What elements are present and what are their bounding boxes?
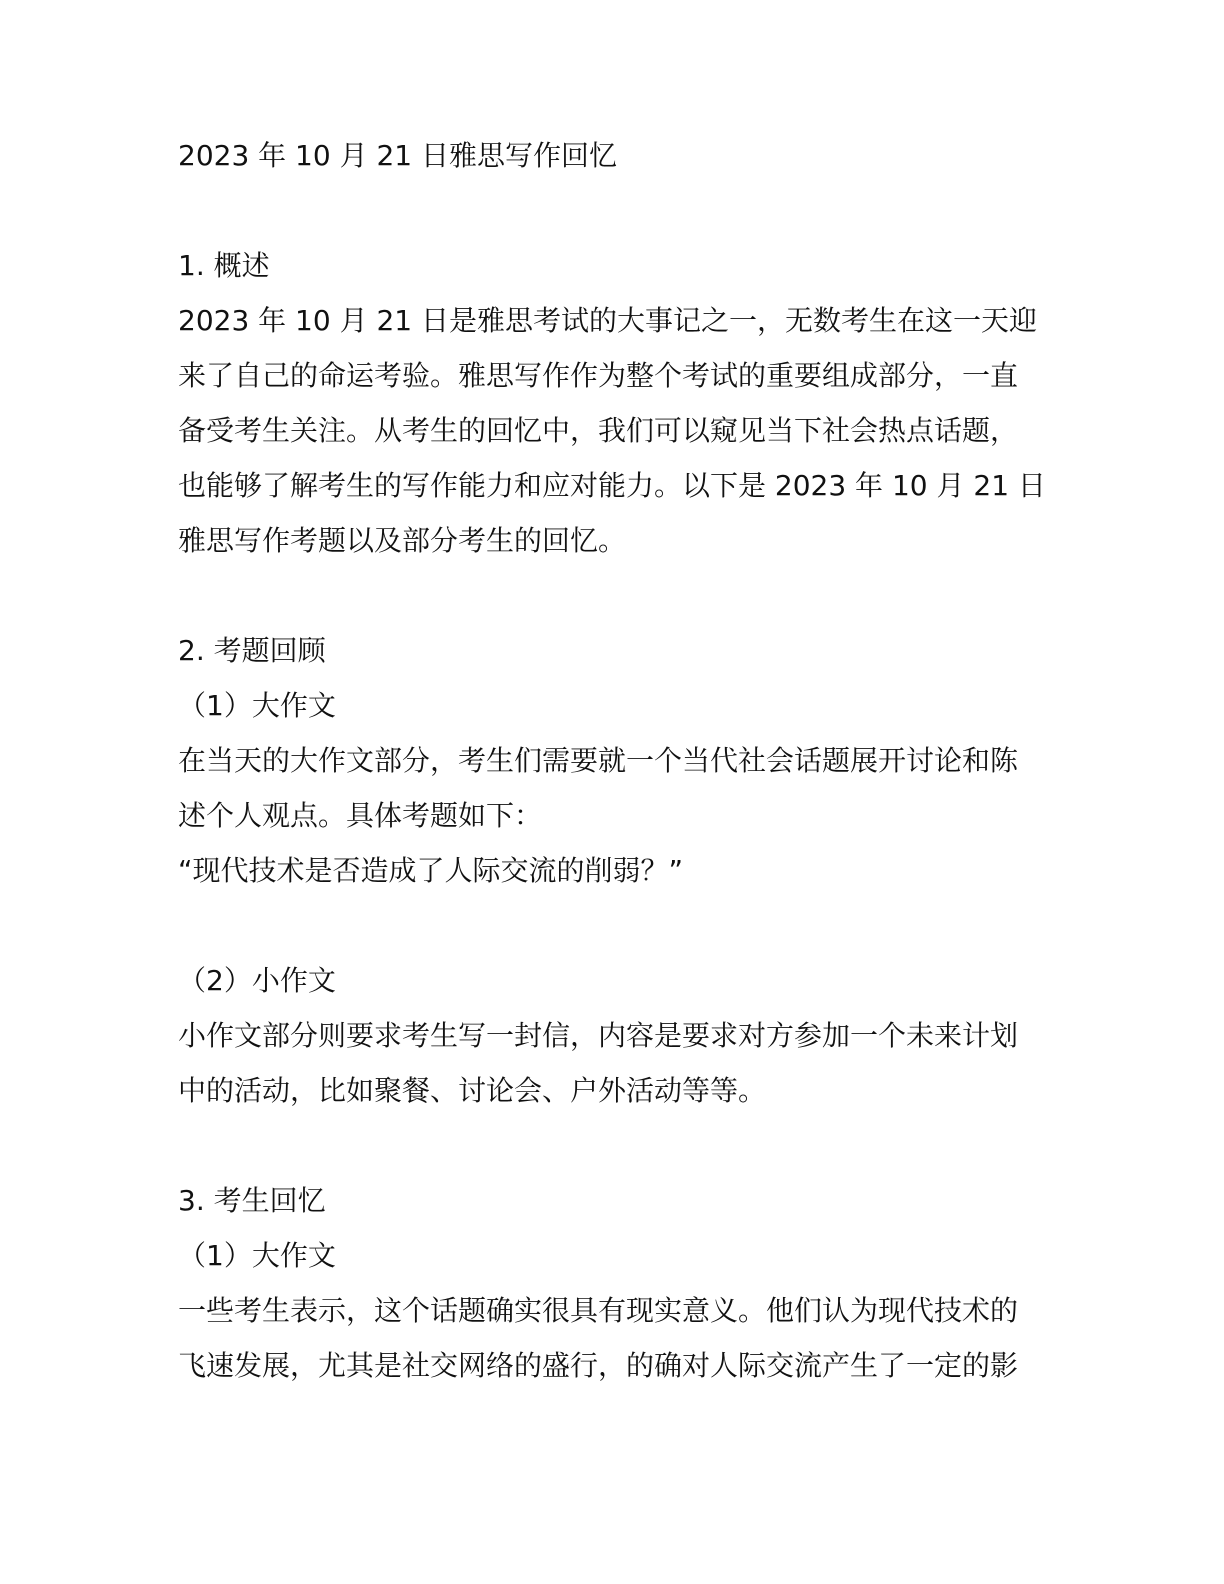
paragraph-line: 2023 年 10 月 21 日是雅思考试的大事记之一，无数考生在这一天迎	[178, 304, 1038, 337]
paragraph-line: 来了自己的命运考验。雅思写作作为整个考试的重要组成部分，一直	[178, 359, 1019, 392]
section-heading-review: 2. 考题回顾	[178, 634, 326, 667]
subheading-task1: （2）小作文	[178, 964, 336, 997]
spacer	[178, 568, 1028, 623]
subheading-task2-recollection: （1）大作文	[178, 1239, 336, 1272]
quoted-question: “现代技术是否造成了人际交流的削弱？”	[178, 854, 684, 887]
spacer	[178, 1118, 1028, 1173]
subheading-task2: （1）大作文	[178, 689, 336, 722]
spacer	[178, 898, 1028, 953]
paragraph-line: 在当天的大作文部分，考生们需要就一个当代社会话题展开讨论和陈	[178, 744, 1019, 777]
spacer	[178, 183, 1028, 238]
paragraph-line: 也能够了解考生的写作能力和应对能力。以下是 2023 年 10 月 21 日	[178, 469, 1046, 502]
document-page	[178, 128, 1046, 1393]
paragraph-line: 一些考生表示，这个话题确实很具有现实意义。他们认为现代技术的	[178, 1294, 1019, 1327]
paragraph-line: 飞速发展，尤其是社交网络的盛行，的确对人际交流产生了一定的影	[178, 1349, 1019, 1382]
paragraph-line: 雅思写作考题以及部分考生的回忆。	[178, 524, 627, 557]
document-title: 2023 年 10 月 21 日雅思写作回忆	[178, 139, 618, 172]
paragraph-line: 述个人观点。具体考题如下：	[178, 799, 543, 832]
section-heading-recollection: 3. 考生回忆	[178, 1184, 326, 1217]
paragraph-line: 中的活动，比如聚餐、讨论会、户外活动等等。	[178, 1074, 767, 1107]
section-heading-overview: 1. 概述	[178, 249, 270, 282]
paragraph-line: 备受考生关注。从考生的回忆中，我们可以窥见当下社会热点话题，	[178, 414, 1019, 447]
paragraph-line: 小作文部分则要求考生写一封信，内容是要求对方参加一个未来计划	[178, 1019, 1019, 1052]
